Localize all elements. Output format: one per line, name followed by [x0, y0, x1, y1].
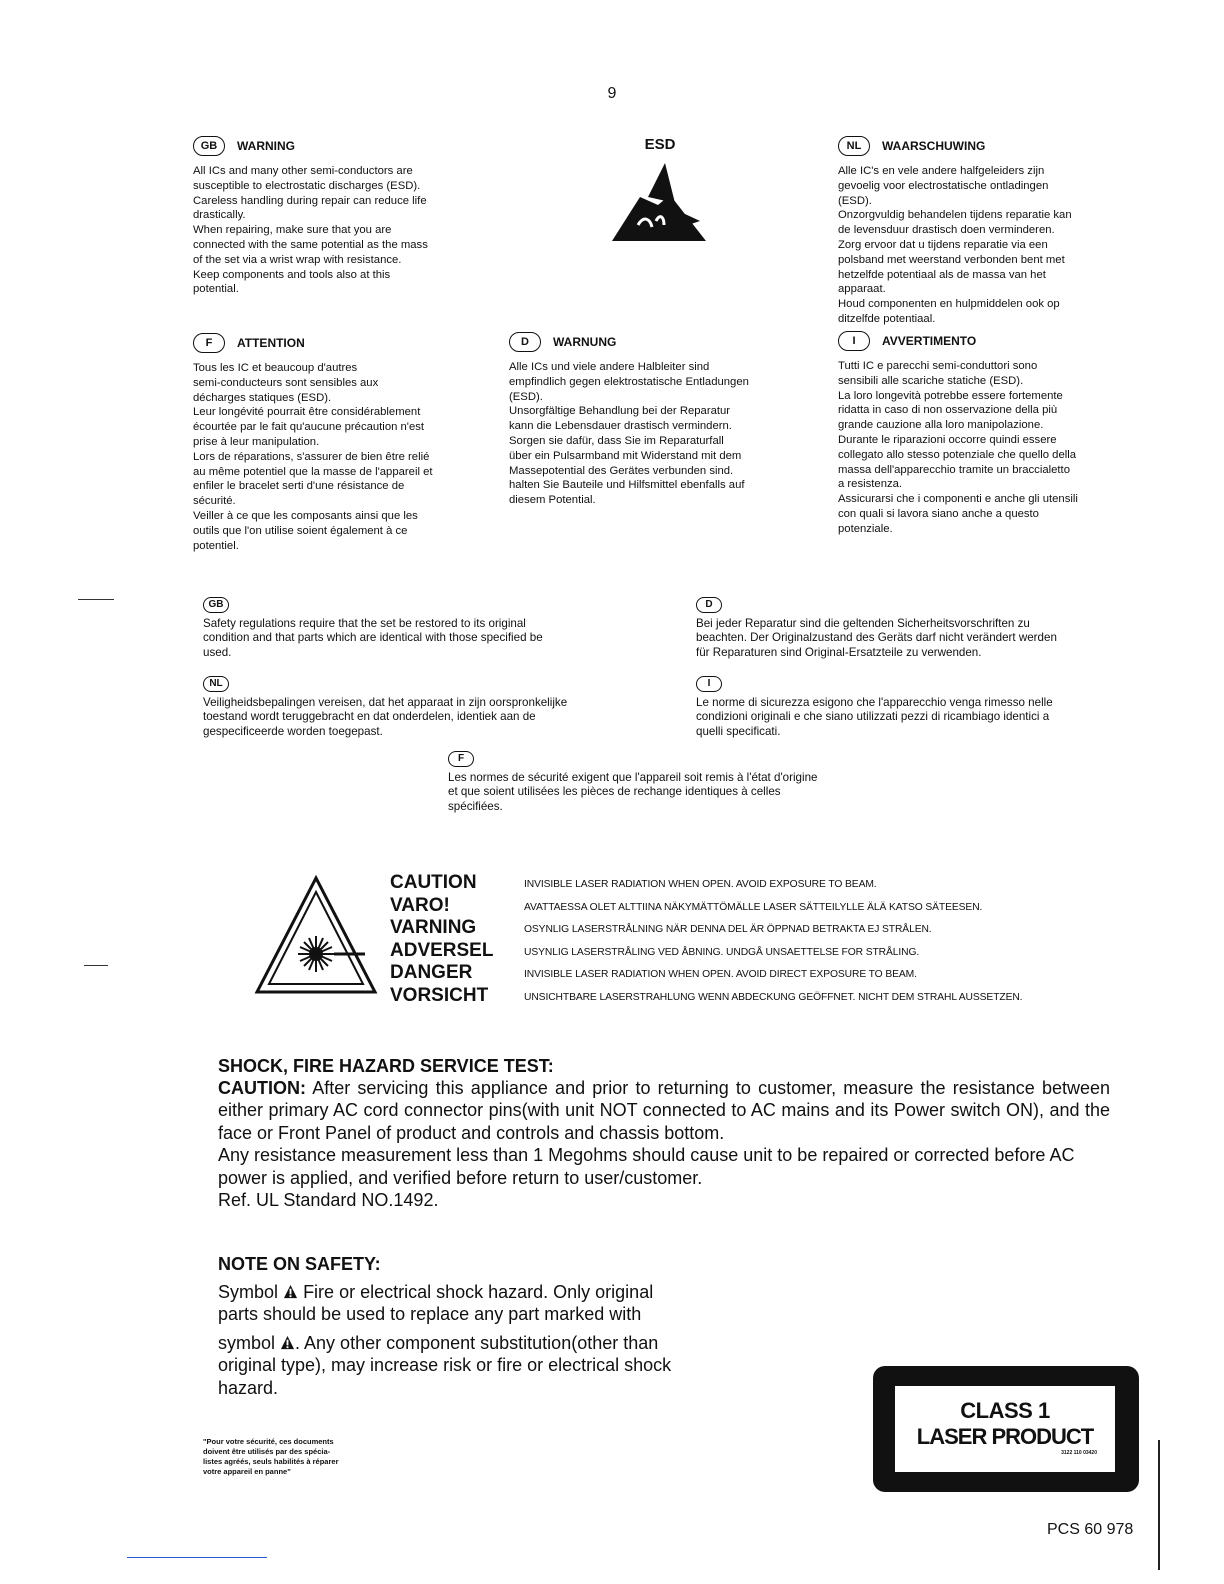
- safety-f: [448, 748, 908, 815]
- scan-mark: [78, 599, 114, 600]
- safety-i: [696, 673, 1136, 740]
- note-text: . Any other component substitution(other than: [295, 1332, 659, 1353]
- warning-d: [509, 332, 809, 508]
- note-line: [218, 1332, 718, 1354]
- caution-text: After servicing this appliance and prior to returning to customer, measure the resistance between either primary AC cord connector pins(with unit NOT connected to AC mains and its Power switch ON), and the face or Front Panel of product and controls and chassis bottom.: [218, 1078, 1111, 1143]
- scan-mark: [127, 1557, 267, 1558]
- laser-text: UNSICHTBARE LASERSTRAHLUNG WENN ABDECKUNG GEÖFFNET. NICHT DEM STRAHL AUSSETZEN.: [524, 991, 1023, 1003]
- note-on-safety: [218, 1254, 718, 1399]
- laser-word: CAUTION: [390, 872, 477, 893]
- language-badge-gb: GB: [203, 597, 229, 613]
- esd-block: [610, 136, 710, 241]
- hazard-triangle-icon: [283, 1284, 298, 1299]
- class1-label-inner: [895, 1386, 1115, 1472]
- language-badge-nl: NL: [838, 136, 870, 156]
- note-text: symbol: [218, 1332, 276, 1353]
- laser-text: USYNLIG LASERSTRÅLING VED ÅBNING. UNDGÅ UNSAETTELSE FOR STRÅLING.: [524, 946, 920, 958]
- language-badge-i: I: [838, 331, 870, 351]
- note-line: parts should be used to replace any part marked with: [218, 1304, 642, 1325]
- french-security-note: "Pour votre sécurité, ces documents doivent être utilisés par des spécia- listes agréés, seuls habilités à réparer votre appareil en panne": [203, 1437, 339, 1476]
- warning-nl: [838, 136, 1138, 327]
- language-badge-d: D: [696, 597, 722, 613]
- note-line: [218, 1281, 718, 1303]
- note-line: original type), may increase risk or fire or electrical shock: [218, 1355, 672, 1376]
- note-text: Fire or electrical shock hazard. Only original: [303, 1282, 654, 1302]
- label-code: 3122 110 03420: [1061, 1450, 1097, 1456]
- warning-f-title: ATTENTION: [237, 336, 305, 350]
- safety-gb: [203, 594, 623, 661]
- laser-word: VARNING: [390, 917, 477, 938]
- warning-d-title: WARNUNG: [553, 335, 617, 349]
- scan-mark: [84, 965, 108, 966]
- esd-title: ESD: [644, 136, 676, 153]
- laser-texts: [524, 874, 1094, 1009]
- shock-test-section: [218, 1056, 1110, 1211]
- shock-test-caution: [218, 1077, 1110, 1144]
- language-badge-i: I: [696, 676, 722, 692]
- laser-text: OSYNLIG LASERSTRÅLNING NÄR DENNA DEL ÄR ÖPPNAD BETRAKTA EJ STRÅLEN.: [524, 924, 932, 935]
- class1-laser-label: [873, 1366, 1139, 1492]
- laser-word: VORSICHT: [390, 984, 489, 1006]
- safety-f-text: Les normes de sécurité exigent que l'appareil soit remis à l'état d'origine et que soient utilisées les pièces de rechange identiques à celles spécifiées.: [448, 770, 818, 814]
- laser-hazard-icon: [253, 874, 379, 998]
- warning-d-text: Alle ICs und viele andere Halbleiter sind empfindlich gegen elektrostatische Entladungen (ESD). Unsorgfältige Behandlung bei der Reparatur kann die Lebensdauer drastisch vermindern. Sorgen sie dafür, dass Sie im Reparaturfall über ein Pulsarmband mit Widerstand mit dem Massepotential des Gerätes verbunden sind. halten Sie Bauteile und Hilfsmittel ebenfalls auf diesem Potential.: [509, 361, 749, 507]
- caution-label: CAUTION:: [218, 1078, 306, 1098]
- shock-test-title: SHOCK, FIRE HAZARD SERVICE TEST:: [218, 1056, 554, 1076]
- warning-gb-text: All ICs and many other semi-conductors are susceptible to electrostatic discharges (ESD). Careless handling during repair can reduce life drastically. When repairing, make sure that you are connected with the same potential as the mass of the set via a wrist wrap with resistance. Keep components and tools also at this potential.: [193, 165, 428, 296]
- hazard-triangle-icon: [280, 1335, 295, 1350]
- page-number: 9: [607, 85, 617, 102]
- safety-d: [696, 594, 1136, 661]
- warning-gb-title: WARNING: [237, 139, 295, 153]
- laser-word: DANGER: [390, 962, 473, 983]
- scan-edge: [1158, 1440, 1160, 1570]
- language-badge-d: D: [509, 332, 541, 352]
- note-text: Symbol: [218, 1282, 279, 1302]
- warning-f: [193, 333, 493, 553]
- safety-i-text: Le norme di sicurezza esigono che l'apparecchio venga rimesso nelle condizioni originali e che siano utilizzati pezzi di ricambiago identici a quelli specificati.: [696, 695, 1053, 739]
- safety-d-text: Bei jeder Reparatur sind die geltenden Sicherheitsvorschriften zu beachten. Der Originalzustand des Geräts darf nicht verändert werden für Reparaturen sind Original-Ersatzteile zu verwenden.: [696, 616, 1057, 660]
- language-badge-gb: GB: [193, 136, 225, 156]
- language-badge-f: F: [193, 333, 225, 353]
- safety-gb-text: Safety regulations require that the set be restored to its original condition and that parts which are identical with those specified be used.: [203, 616, 543, 660]
- warning-i-title: AVVERTIMENTO: [882, 334, 977, 348]
- laser-word: ADVERSEL: [390, 939, 494, 961]
- laser-text: AVATTAESSA OLET ALTTIINA NÄKYMÄTTÖMÄLLE LASER SÄTTEILYLLE ÄLÄ KATSO SÄTEESEN.: [524, 901, 983, 913]
- ul-reference: Ref. UL Standard NO.1492.: [218, 1190, 439, 1211]
- language-badge-f: F: [448, 751, 474, 767]
- resistance-text: Any resistance measurement less than 1 Megohms should cause unit to be repaired or corrected before AC power is applied, and verified before return to user/customer.: [218, 1145, 1075, 1188]
- laser-word: VARO!: [390, 894, 450, 916]
- document-code: PCS 60 978: [1047, 1521, 1134, 1538]
- class1-text: CLASS 1: [960, 1398, 1050, 1423]
- safety-nl-text: Veiligheidsbepalingen vereisen, dat het apparaat in zijn oorspronkelijke toestand wordt teruggebracht en dat onderdelen, identiek aan de gespecificeerde worden toegepast.: [203, 695, 568, 739]
- laser-words: [390, 872, 510, 1007]
- warning-nl-title: WAARSCHUWING: [882, 139, 986, 153]
- safety-nl: [203, 673, 643, 740]
- warning-f-text: Tous les IC et beaucoup d'autres semi-conducteurs sont sensibles aux décharges statiques (ESD). Leur longévité pourrait être considérablement écourtée par le fait qu'aucune précaution n'est prise à leur manipulation. Lors de réparations, s'assurer de bien être relié au même potentiel que la masse de l'appareil et enfiler le bracelet serti d'une résistance de sécurité. Veiller à ce que les composants ainsi que les outils que l'on utilise soient également à ce potentiel.: [193, 362, 433, 552]
- laser-text: INVISIBLE LASER RADIATION WHEN OPEN. AVOID EXPOSURE TO BEAM.: [524, 879, 877, 890]
- note-title: NOTE ON SAFETY:: [218, 1254, 381, 1274]
- warning-i: [838, 331, 1148, 537]
- note-line: hazard.: [218, 1377, 279, 1398]
- warning-nl-text: Alle IC's en vele andere halfgeleiders zijn gevoelig voor electrostatische ontladingen (ESD). Onzorgvuldig behandelen tijdens reparatie kan de levensduur drastisch doen verminderen. Zorg ervoor dat u tijdens reparatie via een polsband met weerstand verbonden bent met hetzelfde potentiaal als de massa van het apparaat. Houd componenten en hulpmiddelen ook op ditzelfde potentiaal.: [838, 165, 1072, 325]
- laser-text: INVISIBLE LASER RADIATION WHEN OPEN. AVOID DIRECT EXPOSURE TO BEAM.: [524, 969, 917, 980]
- language-badge-nl: NL: [203, 676, 229, 692]
- warning-i-text: Tutti IC e parecchi semi-conduttori sono sensibili alle scariche statiche (ESD). La loro longevità potrebbe essere fortemente ridatta in caso di non osservazione della più grande cauzione alla loro manipolazione. Durante le riparazioni occorre quindi essere collegato allo stesso potenziale che quello della massa dell'apparecchio tramite un braccialetto a resistenza. Assicurarsi che i componenti e anche gli utensili con quali si lavora siano anche a questo potenziale.: [838, 360, 1078, 535]
- laser-product-text: LASER PRODUCT: [916, 1424, 1094, 1449]
- esd-warning-icon: [610, 161, 710, 241]
- warning-gb: [193, 136, 493, 297]
